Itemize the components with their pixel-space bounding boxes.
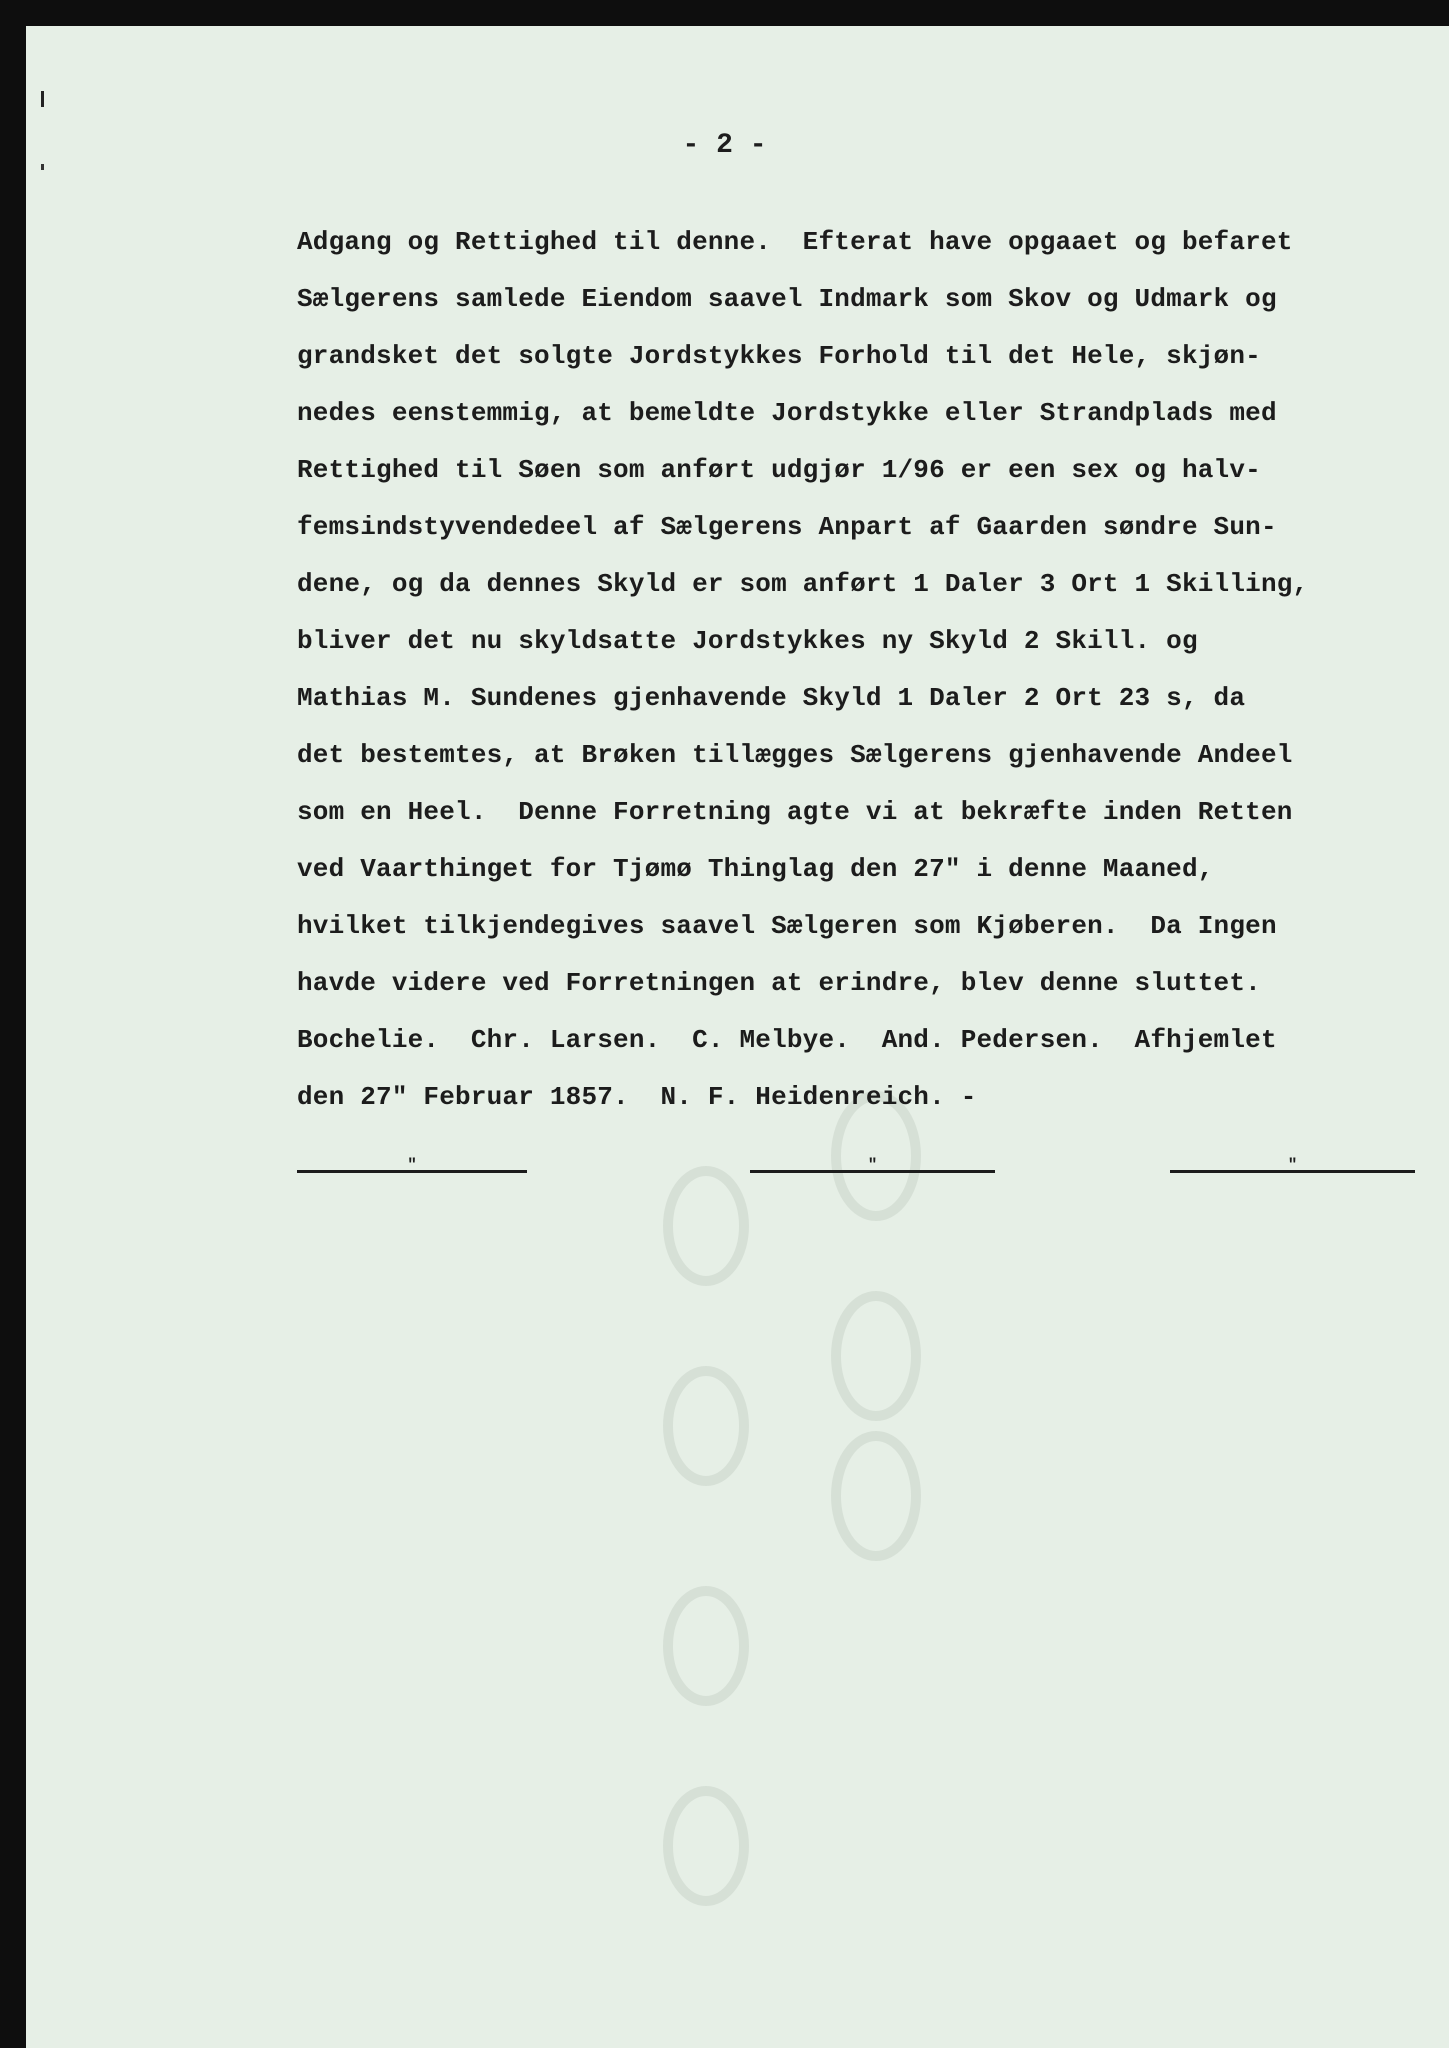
page-number: - 2 -: [682, 130, 767, 161]
text-line: Sælgerens samlede Eiendom saavel Indmark som Skov og Udmark og: [297, 284, 1277, 314]
text-line: Mathias M. Sundenes gjenhavende Skyld 1 Daler 2 Ort 23 s, da: [297, 683, 1246, 713]
text-line: femsindstyvendedeel af Sælgerens Anpart af Gaarden søndre Sun-: [297, 512, 1277, 542]
divider-line: [1170, 1140, 1415, 1173]
ditto-mark: ": [1287, 1156, 1298, 1174]
text-line: havde videre ved Forretningen at erindre, blev denne sluttet.: [297, 968, 1261, 998]
text-line: hvilket tilkjendegives saavel Sælgeren som Kjøberen. Da Ingen: [297, 911, 1277, 941]
text-line: Bochelie. Chr. Larsen. C. Melbye. And. Pedersen. Afhjemlet: [297, 1025, 1277, 1055]
divider-line: [750, 1140, 995, 1173]
text-line: det bestemtes, at Brøken tillægges Sælgerens gjenhavende Andeel: [297, 740, 1293, 770]
divider-row: [0, 1140, 1449, 1180]
edge-mark: [41, 91, 44, 107]
text-line: bliver det nu skyldsatte Jordstykkes ny Skyld 2 Skill. og: [297, 626, 1198, 656]
text-line: Rettighed til Søen som anført udgjør 1/96 er een sex og halv-: [297, 455, 1261, 485]
text-line: ved Vaarthinget for Tjømø Thinglag den 27" i denne Maaned,: [297, 854, 1214, 884]
edge-mark: [41, 164, 44, 170]
text-line: nedes eenstemmig, at bemeldte Jordstykke eller Strandplads med: [297, 398, 1277, 428]
ditto-mark: ": [867, 1156, 878, 1174]
text-line: Adgang og Rettighed til denne. Efterat have opgaaet og befaret: [297, 227, 1293, 257]
divider-line: [297, 1140, 527, 1173]
letter-body: [297, 214, 1417, 1126]
text-line: den 27" Februar 1857. N. F. Heidenreich. -: [297, 1082, 977, 1112]
text-line: dene, og da dennes Skyld er som anført 1 Daler 3 Ort 1 Skilling,: [297, 569, 1309, 599]
text-line: som en Heel. Denne Forretning agte vi at bekræfte inden Retten: [297, 797, 1293, 827]
text-line: grandsket det solgte Jordstykkes Forhold til det Hele, skjøn-: [297, 341, 1261, 371]
ditto-mark: ": [407, 1156, 417, 1174]
